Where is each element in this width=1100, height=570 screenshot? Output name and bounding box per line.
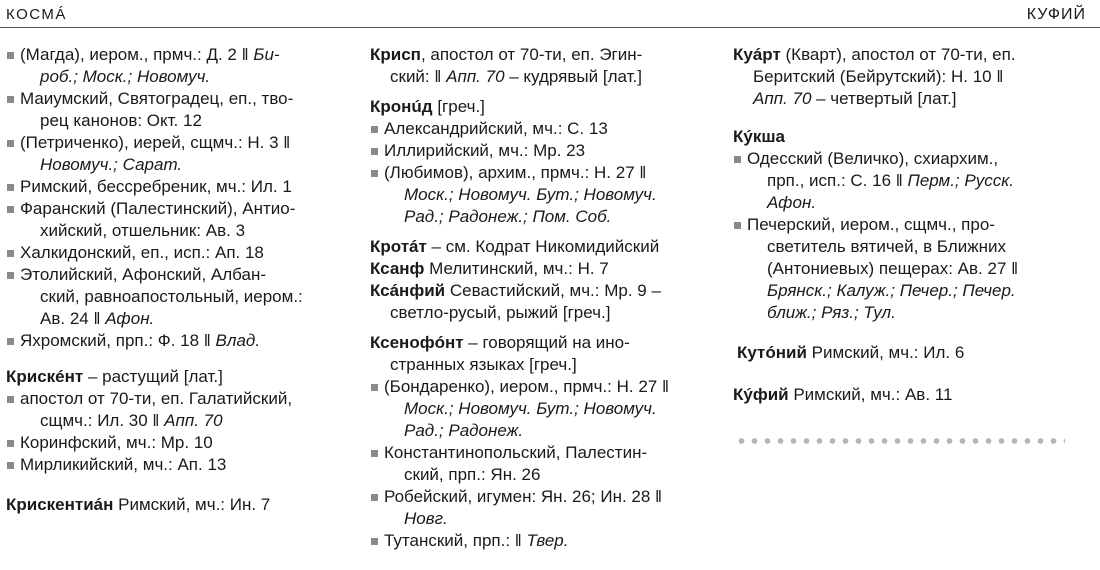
- entry-ksanf: Ксанф Мелитинский, мч.: Н. 7: [370, 259, 609, 278]
- headword: Кýкша: [733, 127, 785, 146]
- list-item: (Петриченко), иерей, сщмч.: Н. 3 ‖ Новомуч.; Сарат.: [6, 132, 352, 176]
- list-item: Александрийский, мч.: С. 13: [370, 118, 716, 140]
- entry-kriskent: Крискéнт – растущий [лат.] апостол от 70-ти, еп. Галатийский, сщмч.: Ил. 30 ‖ Апп. 70 Коринфский, мч.: Мр. 10 Мирликийский, мч.: Ап. 13: [6, 366, 352, 476]
- entry-kufiy: Кýфий Римский, мч.: Ав. 11: [733, 385, 953, 404]
- headword: Крискéнт: [6, 367, 84, 386]
- list-item: Фаранский (Палестинский), Антио- хийский, отшельник: Ав. 3: [6, 198, 352, 242]
- list-item: Халкидонский, еп., исп.: Ап. 18: [6, 242, 352, 264]
- list-item: Иллирийский, мч.: Мр. 23: [370, 140, 716, 162]
- list-item: (Бондаренко), иером., прмч.: Н. 27 ‖ Моск.; Новомуч. Бут.; Новомуч. Рад.; Радонеж.: [370, 376, 716, 442]
- headword: Крисп: [370, 45, 421, 64]
- list-item: Мирликийский, мч.: Ап. 13: [6, 454, 352, 476]
- entry-kriskentian: Крискентиáн Римский, мч.: Ин. 7: [6, 495, 271, 514]
- list-item: Одесский (Величко), схиархим., прп., исп.: С. 16 ‖ Перм.; Русск. Афон.: [733, 148, 1079, 214]
- running-header: [0, 0, 1100, 30]
- headword: Ксáнфий: [370, 281, 446, 300]
- list-item: (Любимов), архим., прмч.: Н. 27 ‖ Моск.; Новомуч. Бут.; Новомуч. Рад.; Радонеж.; Пом. Соб.: [370, 162, 716, 228]
- entry-kronid: Кронúд [греч.] Александрийский, мч.: С. 13 Иллирийский, мч.: Мр. 23 (Любимов), архим., прмч.: Н. 27 ‖ Моск.; Новомуч. Бут.; Новомуч. Рад.; Радонеж.; Пом. Соб.: [370, 96, 716, 228]
- list-item: Яхромский, прп.: Ф. 18 ‖ Влад.: [6, 330, 352, 352]
- headword: Ксанф: [370, 259, 425, 278]
- column-1: [6, 44, 352, 524]
- entry-krisp: Крисп, апостол от 70-ти, еп. Эгин- ский: ‖ Апп. 70 – кудрявый [лат.]: [370, 45, 643, 86]
- column-2: [370, 44, 716, 560]
- list-item: апостол от 70-ти, еп. Галатийский, сщмч.: Ил. 30 ‖ Апп. 70: [6, 388, 352, 432]
- list-item: Римский, бессребреник, мч.: Ил. 1: [6, 176, 352, 198]
- list-item: Константинопольский, Палестин- ский, прп.: Ян. 26: [370, 442, 716, 486]
- list-item: Тутанский, прп.: ‖ Твер.: [370, 530, 716, 552]
- entry-ksanfiy: Ксáнфий Севастийский, мч.: Мр. 9 – светло-русый, рыжий [греч.]: [370, 281, 661, 322]
- list-item: Коринфский, мч.: Мр. 10: [6, 432, 352, 454]
- list-item: Маиумский, Святоградец, еп., тво- рец канонов: Окт. 12: [6, 88, 352, 132]
- headword: Кутóний: [737, 343, 807, 362]
- headword: Ксенофóнт: [370, 333, 464, 352]
- header-left-word: КОСМÁ: [6, 6, 67, 23]
- headword: Куáрт: [733, 45, 781, 64]
- list-item: Печерский, иером., сщмч., про- светитель вятичей, в Ближних (Антониевых) пещерах: Ав. 27 ‖ Брянск.; Калуж.; Печер.; Печер. ближ.; Ряз.; Тул.: [733, 214, 1079, 324]
- entry-kuksha: [733, 126, 1079, 324]
- headword: Кротáт: [370, 237, 427, 256]
- header-right-word: КУФИЙ: [1026, 6, 1086, 23]
- entry-kutoniy: Кутóний Римский, мч.: Ил. 6: [737, 343, 965, 362]
- entry-krotat: Кротáт – см. Кодрат Никомидийский: [370, 237, 660, 256]
- list-item: Робейский, игумен: Ян. 26; Ин. 28 ‖ Новг.: [370, 486, 716, 530]
- dotted-divider: [735, 435, 1065, 447]
- header-rule: [0, 27, 1100, 28]
- entry-kuart: Куáрт (Кварт), апостол от 70-ти, еп. Беритский (Бейрутский): Н. 10 ‖ Апп. 70 – четвертый [лат.]: [733, 45, 1016, 108]
- list-item: (Магда), иером., прмч.: Д. 2 ‖ Би- роб.; Моск.; Новомуч.: [6, 44, 352, 88]
- entry-ksenofont: Ксенофóнт – говорящий на ино- странных языках [греч.] (Бондаренко), иером., прмч.: Н. 27 ‖ Моск.; Новомуч. Бут.; Новомуч. Рад.; Радонеж. Константинопольский, Палестин- ский, прп.: Ян. 26 Робейский, игумен: Ян. 26; Ин. 28 ‖ Новг. Тутанский, прп.: ‖ Твер.: [370, 332, 716, 552]
- headword: Кронúд: [370, 97, 433, 116]
- entry-kosma-continued: [6, 44, 352, 352]
- headword: Крискентиáн: [6, 495, 114, 514]
- list-item: Этолийский, Афонский, Албан- ский, равноапостольный, иером.: Ав. 24 ‖ Афон.: [6, 264, 352, 330]
- column-3: [733, 44, 1079, 406]
- headword: Кýфий: [733, 385, 789, 404]
